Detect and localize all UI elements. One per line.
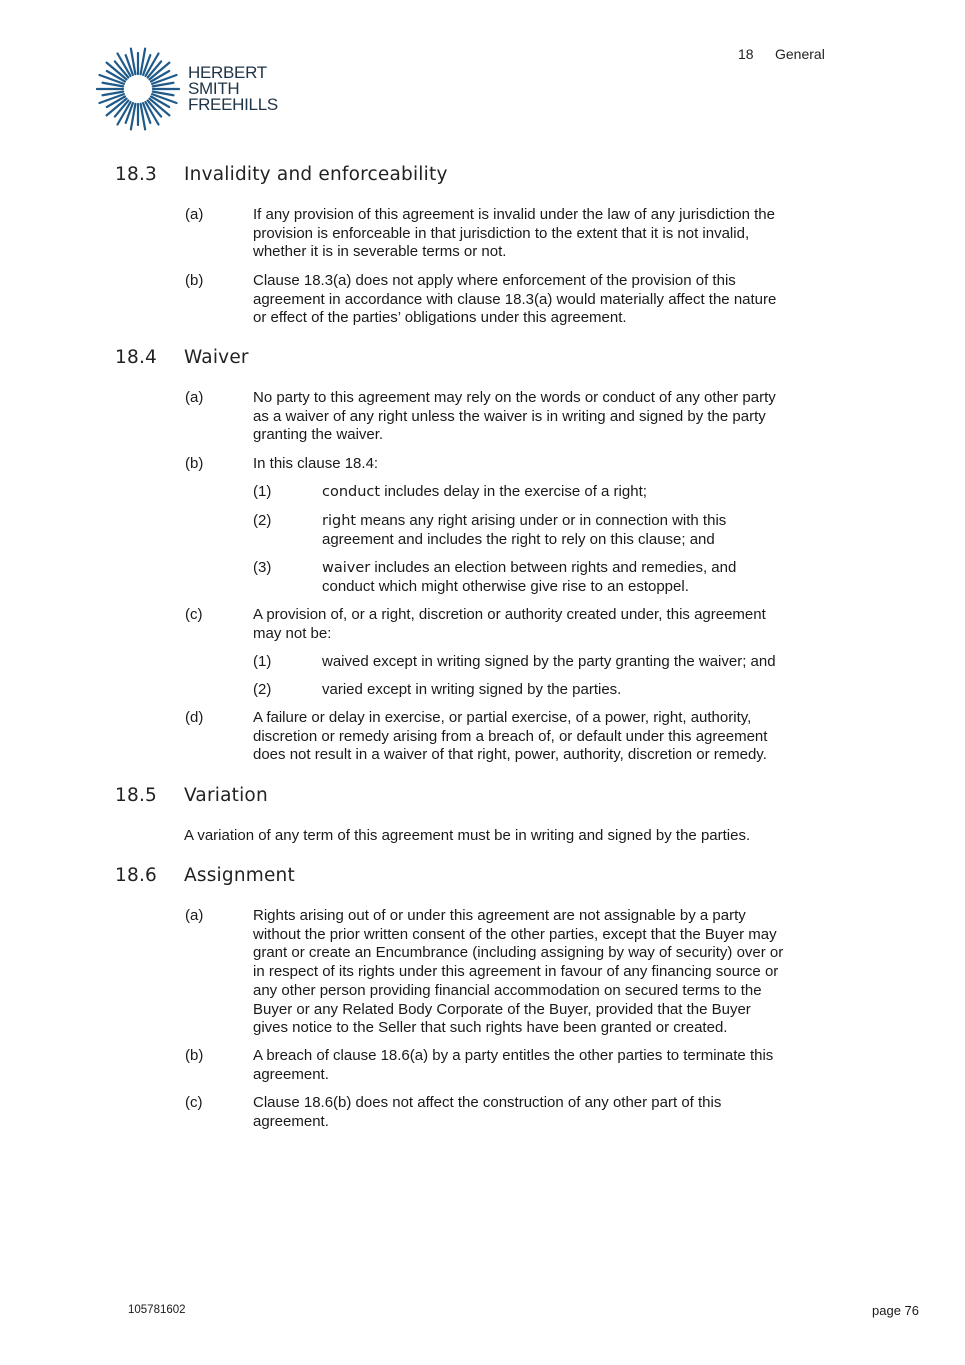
clause-label: (a) <box>185 206 204 223</box>
heading-title: Assignment <box>184 865 295 886</box>
clause-text <box>253 1047 853 1084</box>
sunburst-logo-icon <box>96 47 180 131</box>
clause-text <box>253 272 853 328</box>
clause-text <box>253 389 853 445</box>
clause-text <box>253 907 853 1038</box>
clause-label: (a) <box>185 389 204 406</box>
running-header <box>738 46 825 62</box>
company-logo <box>96 47 296 137</box>
clause-line: agreement and includes the right to rely on this clause; and <box>322 530 715 548</box>
heading-title: Waiver <box>184 347 249 368</box>
definition-text: includes an election between rights and remedies, and <box>370 559 737 576</box>
clause-line: conduct which might otherwise give rise to an estoppel. <box>322 577 689 595</box>
defined-term: waiver <box>322 560 371 576</box>
clause-line: A failure or delay in exercise, or partial exercise, of a power, right, authority, <box>253 709 752 726</box>
logo-wordmark <box>188 65 278 113</box>
definition-text: means any right arising under or in connection with this <box>356 512 727 529</box>
clause-line: Clause 18.3(a) does not apply where enforcement of the provision of this <box>253 272 736 289</box>
clause-line <box>322 559 862 578</box>
clause-text <box>253 606 853 643</box>
clause-label: (d) <box>185 709 204 726</box>
clause-line: or effect of the parties’ obligations under this agreement. <box>253 309 627 327</box>
subclause-text: waived except in writing signed by the party granting the waiver; and <box>322 653 776 670</box>
document-id: 105781602 <box>128 1304 186 1316</box>
clause-line: No party to this agreement may rely on the words or conduct of any other party <box>253 389 776 406</box>
clause-18-5-text: A variation of any term of this agreement must be in writing and signed by the parties. <box>184 827 751 844</box>
clause-line: Rights arising out of or under this agreement are not assignable by a party <box>253 907 746 924</box>
clause-line: whether it is in severable terms or not. <box>253 243 507 261</box>
heading-number: 18.5 <box>115 785 157 806</box>
clause-line <box>322 483 862 502</box>
clause-text: In this clause 18.4: <box>253 455 379 472</box>
definition-text: includes delay in the exercise of a right; <box>380 483 647 500</box>
logo-line-1: HERBERT <box>188 63 267 82</box>
heading-number: 18.3 <box>115 164 157 185</box>
clause-line: A provision of, or a right, discretion or authority created under, this agreement <box>253 606 766 623</box>
clause-line: discretion or remedy arising from a breach of, or default under this agreement <box>253 727 768 745</box>
clause-line: any other person providing financial accommodation on secured terms to the <box>253 981 762 999</box>
heading-18-5 <box>115 785 268 806</box>
subclause-text <box>322 559 862 596</box>
clause-line: Buyer or any Related Body Corporate of the Buyer, provided that the Buyer <box>253 1000 751 1018</box>
heading-number: 18.4 <box>115 347 157 368</box>
clause-text <box>253 1094 853 1131</box>
clause-label: (b) <box>185 455 204 472</box>
defined-term: right <box>322 513 357 529</box>
clause-line: granting the waiver. <box>253 426 384 444</box>
clause-line: may not be: <box>253 624 332 642</box>
clause-label: (a) <box>185 907 204 924</box>
heading-18-6 <box>115 865 295 886</box>
clause-line: Clause 18.6(b) does not affect the construction of any other part of this <box>253 1094 722 1111</box>
clause-line: agreement in accordance with clause 18.3(a) would materially affect the nature <box>253 290 777 308</box>
heading-number: 18.6 <box>115 865 157 886</box>
clause-line: grant or create an Encumbrance (including assigning by way of security) over or <box>253 944 784 962</box>
heading-title: Variation <box>184 785 268 806</box>
subclause-text <box>322 483 862 502</box>
clause-line: agreement. <box>253 1065 329 1083</box>
defined-term: conduct <box>322 484 381 500</box>
clause-text <box>253 206 853 262</box>
clause-label: (c) <box>185 1094 203 1111</box>
subclause-text: varied except in writing signed by the parties. <box>322 681 622 698</box>
clause-line: provision is enforceable in that jurisdiction to the extent that it is not invalid, <box>253 224 750 242</box>
subclause-label: (1) <box>253 653 272 670</box>
subclause-label: (2) <box>253 681 272 698</box>
logo-line-2: SMITH <box>188 79 240 98</box>
clause-label: (c) <box>185 606 203 623</box>
clause-line: without the prior written consent of the other parties, except that the Buyer may <box>253 925 777 943</box>
subclause-text <box>322 512 862 549</box>
heading-18-3 <box>115 164 448 185</box>
clause-line: gives notice to the Seller that such rights have been granted or created. <box>253 1019 728 1037</box>
header-section-title: General <box>775 46 825 62</box>
subclause-label: (2) <box>253 512 272 529</box>
header-section-number: 18 <box>738 46 754 62</box>
clause-line <box>322 512 862 531</box>
clause-line: agreement. <box>253 1112 329 1130</box>
subclause-label: (3) <box>253 559 272 576</box>
clause-line: If any provision of this agreement is invalid under the law of any jurisdiction the <box>253 206 775 223</box>
logo-line-3: FREEHILLS <box>188 95 278 114</box>
clause-line: in respect of its rights under this agreement in favour of any financing source or <box>253 963 779 981</box>
clause-text <box>253 709 853 765</box>
clause-line: A breach of clause 18.6(a) by a party entitles the other parties to terminate this <box>253 1047 774 1064</box>
heading-title: Invalidity and enforceability <box>184 164 448 185</box>
clause-label: (b) <box>185 272 204 289</box>
page-number: page 76 <box>872 1303 919 1318</box>
clause-label: (b) <box>185 1047 204 1064</box>
clause-line: as a waiver of any right unless the waiver is in writing and signed by the party <box>253 407 766 425</box>
subclause-label: (1) <box>253 483 272 500</box>
clause-line: does not result in a waiver of that right, power, authority, discretion or remedy. <box>253 746 767 764</box>
heading-18-4 <box>115 347 249 368</box>
